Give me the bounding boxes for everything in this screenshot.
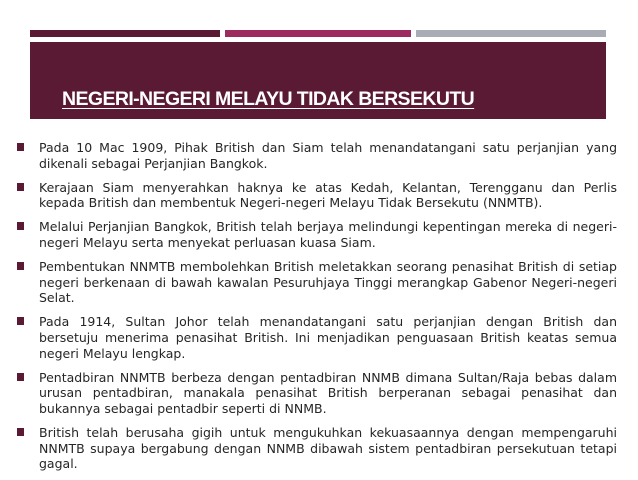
- square-bullet-icon: [17, 428, 24, 436]
- header-stripe-magenta: [225, 30, 411, 37]
- bullet-text: Pembentukan NNMTB membolehkan British meletakkan seorang penasihat British di setiap negeri berkenaan di bawah kawalan Pesuruhjaya Tinggi merangkap Gabenor Negeri-negeri Selat.: [39, 259, 617, 306]
- bullet-text: Kerajaan Siam menyerahkan haknya ke atas Kedah, Kelantan, Terengganu dan Perlis kepada British dan membentuk Negeri-negeri Melayu Tidak Bersekutu (NNMTB).: [39, 179, 617, 211]
- bullet-item: [15, 180, 617, 211]
- square-bullet-icon: [17, 373, 24, 381]
- bullet-text: Melalui Perjanjian Bangkok, British telah berjaya melindungi kepentingan mereka di negeri-negeri Melayu serta menyekat perluasan kuasa Siam.: [39, 219, 617, 250]
- header-stripe-grey: [416, 30, 606, 37]
- bullet-item: [15, 425, 617, 472]
- square-bullet-icon: [17, 222, 24, 230]
- square-bullet-icon: [17, 317, 24, 325]
- bullet-text: Pada 1914, Sultan Johor telah menandatangani satu perjanjian dengan British dan bersetuju menerima penasihat British. Ini menjadikan penguasaan British keatas semua negeri Melayu lengkap.: [39, 314, 617, 361]
- bullet-text: British telah berusaha gigih untuk mengukuhkan kekuasaannya dengan mempengaruhi NNMTB supaya bergabung dengan NNMB dibawah sistem pentadbiran persekutuan tetapi gagal.: [39, 424, 617, 472]
- bullet-item: [15, 140, 617, 171]
- square-bullet-icon: [17, 262, 24, 270]
- slide-title: NEGERI-NEGERI MELAYU TIDAK BERSEKUTU: [62, 88, 475, 110]
- square-bullet-icon: [17, 183, 24, 191]
- square-bullet-icon: [17, 143, 24, 151]
- bullet-text: Pada 10 Mac 1909, Pihak British dan Siam telah menandatangani satu perjanjian yang dikenali sebagai Perjanjian Bangkok.: [39, 140, 617, 171]
- bullet-item: [15, 370, 617, 417]
- bullet-text: Pentadbiran NNMTB berbeza dengan pentadbiran NNMB dimana Sultan/Raja bebas dalam urusan pentadbiran, manakala penasihat British berperanan sebagai penasihat dan bukannya sebagai pentadbir seperti di NNMB.: [39, 369, 617, 416]
- bullet-item: [15, 259, 617, 306]
- header-stripe-maroon: [30, 30, 220, 37]
- bullet-item: [15, 314, 617, 361]
- bullet-list: [15, 140, 617, 480]
- bullet-item: [15, 219, 617, 250]
